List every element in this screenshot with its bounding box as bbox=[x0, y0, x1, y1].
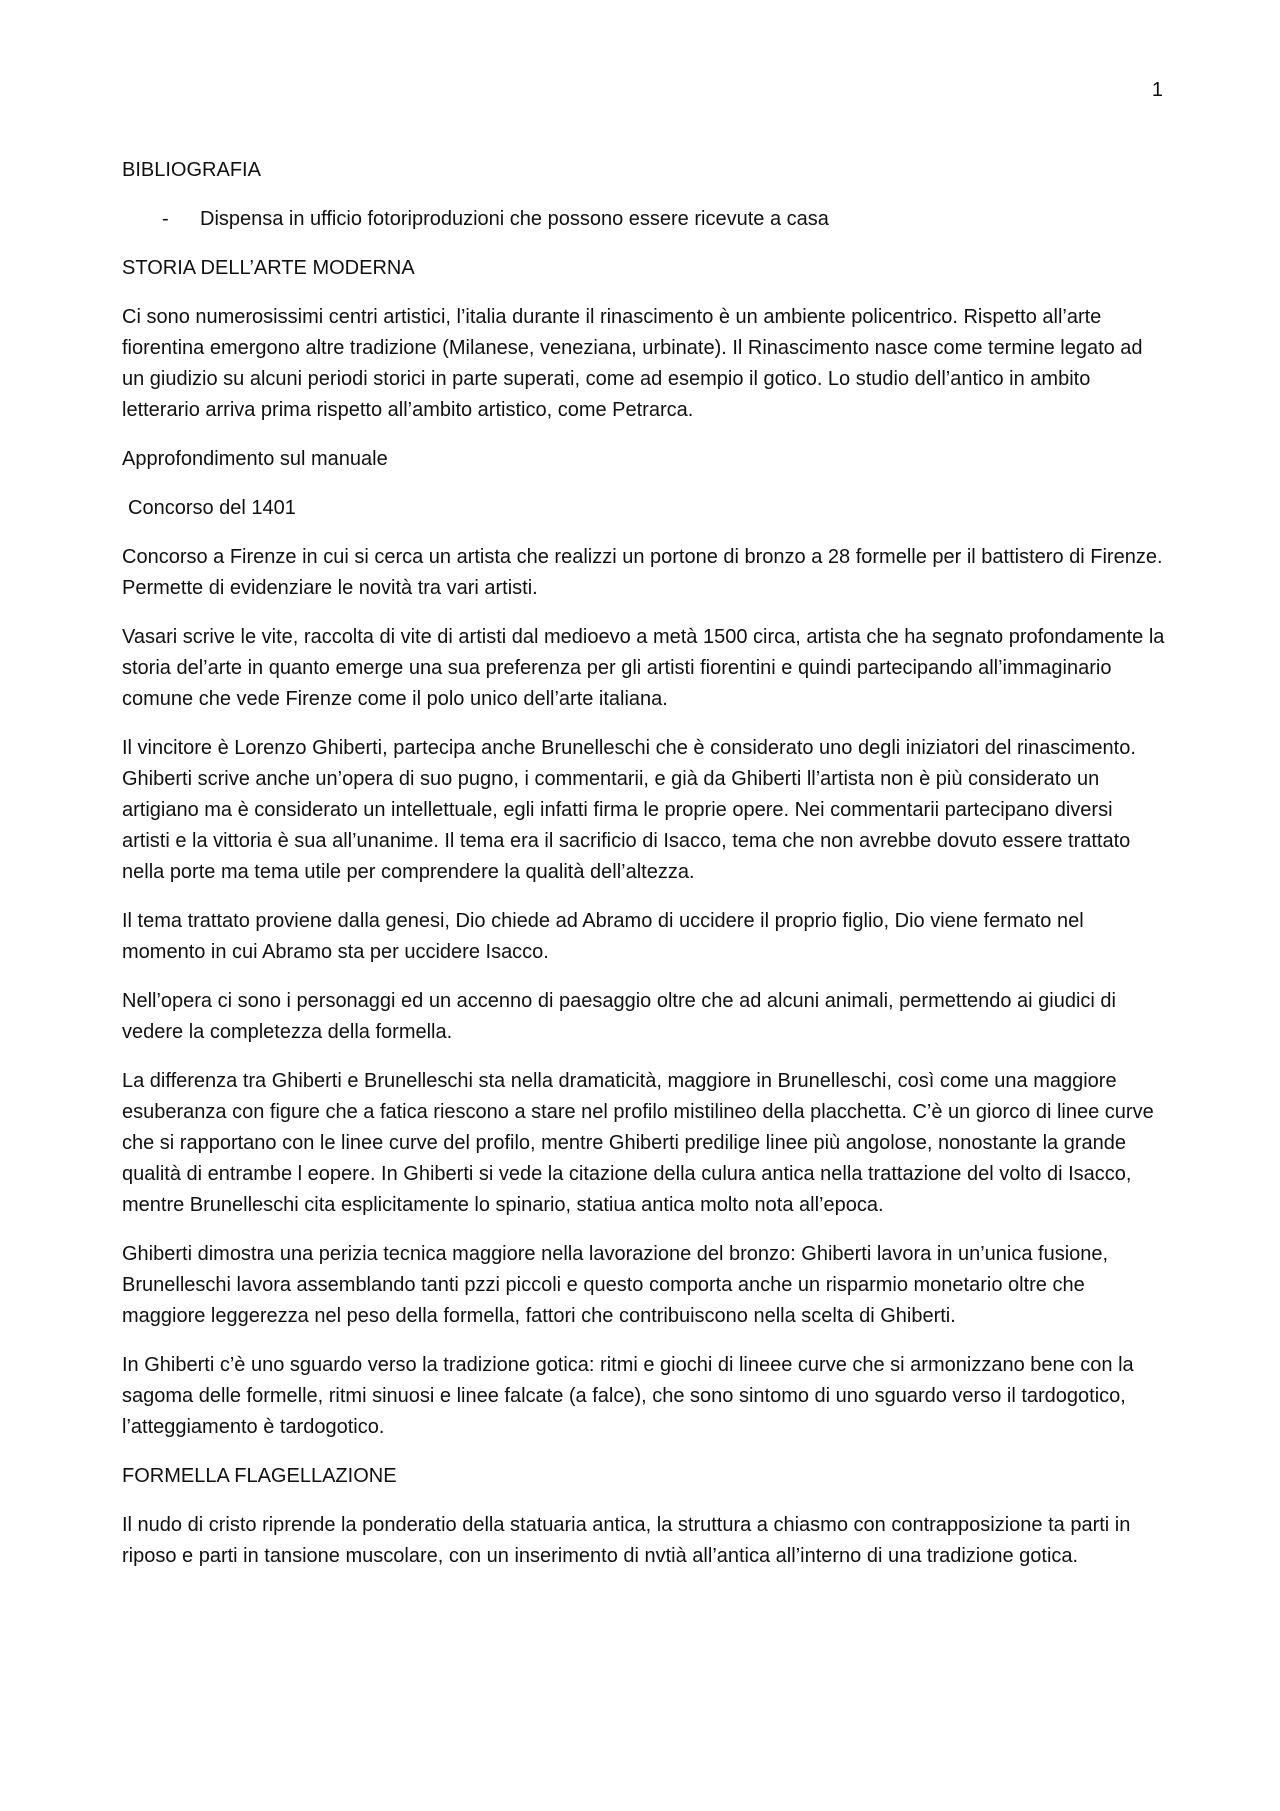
bibliografia-heading: BIBLIOGRAFIA bbox=[122, 159, 261, 181]
page-number: 1 bbox=[1151, 79, 1163, 101]
bibliografia-list bbox=[122, 204, 1165, 235]
paragraph-5: Il tema trattato proviene dalla genesi, Dio chiede ad Abramo di uccidere il proprio figlio, Dio viene fermato nel momento in cui Abramo sta per uccidere Isacco. bbox=[122, 910, 1084, 963]
paragraph-1: Ci sono numerosissimi centri artistici, l’italia durante il rinascimento è un ambiente policentrico. Rispetto all’arte fiorentina emergono altre tradizione (Milanese, veneziana, urbinate). Il Rinascimento nasce come termine legato ad un giudizio su alcuni periodi storici in parte superati, come ad esempio il gotico. Lo studio dell’antico in ambito letterario arriva prima rispetto all’ambito artistico, come Petrarca. bbox=[122, 306, 1143, 421]
storia-heading: STORIA DELL’ARTE MODERNA bbox=[122, 257, 415, 279]
paragraph-7: La differenza tra Ghiberti e Brunelleschi sta nella dramaticità, maggiore in Brunelleschi, così come una maggiore esuberanza con figure che a fatica riescono a stare nel profilo mistilineo della placchetta. C’è un giorco di linee curve che si rapportano con le linee curve del profilo, mentre Ghiberti predilige linee più angolose, nonostante la grande qualità di entrambe l eopere. In Ghiberti si vede la citazione della culura antica nella trattazione del volto di Isacco, mentre Brunelleschi cita esplicitamente lo spinario, statiua antica molto nota all’epoca. bbox=[122, 1070, 1154, 1216]
document-body bbox=[122, 155, 1165, 1590]
formella-heading: FORMELLA FLAGELLAZIONE bbox=[122, 1465, 397, 1487]
list-dash: - bbox=[162, 208, 169, 230]
list-item-text: Dispensa in ufficio fotoriproduzioni che possono essere ricevute a casa bbox=[200, 208, 829, 230]
paragraph-10: Il nudo di cristo riprende la ponderatio della statuaria antica, la struttura a chiasmo con contrapposizione ta parti in riposo e parti in tansione muscolare, con un inserimento di nvtià all’antica all’interno di una tradizione gotica. bbox=[122, 1514, 1131, 1567]
approfondimento-line: Approfondimento sul manuale bbox=[122, 448, 388, 470]
paragraph-8: Ghiberti dimostra una perizia tecnica maggiore nella lavorazione del bronzo: Ghiberti lavora in un’unica fusione, Brunelleschi lavora assemblando tanti pzzi piccoli e questo comporta anche un risparmio monetario oltre che maggiore leggerezza nel peso della formella, fattori che contribuiscono nella scelta di Ghiberti. bbox=[122, 1243, 1109, 1327]
paragraph-4: Il vincitore è Lorenzo Ghiberti, partecipa anche Brunelleschi che è considerato uno degli iniziatori del rinascimento. Ghiberti scrive anche un’opera di suo pugno, i commentarii, e già da Ghiberti ll’artista non è più considerato un artigiano ma è considerato un intellettuale, egli infatti firma le proprie opere. Nei commentarii partecipano diversi artisti e la vittoria è sua all’unanime. Il tema era il sacrificio di Isacco, tema che non avrebbe dovuto essere trattato nella porte ma tema utile per comprendere la qualità dell’altezza. bbox=[122, 737, 1136, 883]
paragraph-9: In Ghiberti c’è uno sguardo verso la tradizione gotica: ritmi e giochi di lineee curve che si armonizzano bene con la sagoma delle formelle, ritmi sinuosi e linee falcate (a falce), che sono sintomo di uno sguardo verso il tardogotico, l’atteggiamento è tardogotico. bbox=[122, 1354, 1134, 1438]
paragraph-2: Concorso a Firenze in cui si cerca un artista che realizzi un portone di bronzo a 28 formelle per il battistero di Firenze. Permette di evidenziare le novità tra vari artisti. bbox=[122, 546, 1163, 599]
list-item bbox=[122, 204, 1165, 235]
paragraph-3: Vasari scrive le vite, raccolta di vite di artisti dal medioevo a metà 1500 circa, artista che ha segnato profondamente la storia del’arte in quanto emerge una sua preferenza per gli artisti fiorentini e quindi partecipando all’immaginario comune che vede Firenze come il polo unico dell’arte italiana. bbox=[122, 626, 1165, 710]
paragraph-6: Nell’opera ci sono i personaggi ed un accenno di paesaggio oltre che ad alcuni animali, permettendo ai giudici di vedere la completezza della formella. bbox=[122, 990, 1116, 1043]
concorso-heading: Concorso del 1401 bbox=[128, 497, 296, 519]
